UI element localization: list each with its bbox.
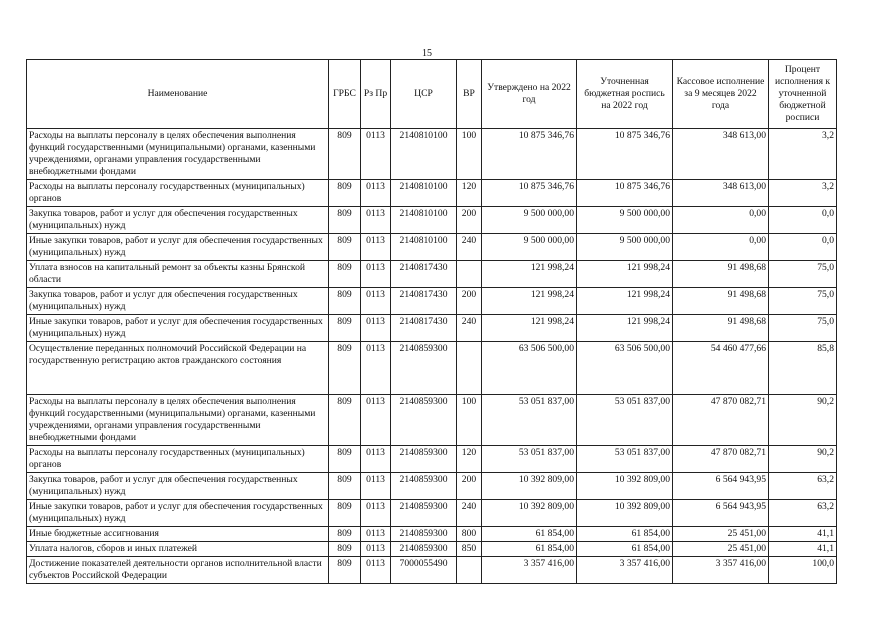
table-row bbox=[27, 542, 837, 557]
cell-name: Иные закупки товаров, работ и услуг для обеспечения государственных (муниципальных) нужд bbox=[27, 500, 329, 527]
cell-approved: 121 998,24 bbox=[482, 315, 577, 342]
cell-refined: 61 854,00 bbox=[577, 542, 673, 557]
header-name: Наименование bbox=[27, 60, 329, 129]
cell-refined: 10 392 809,00 bbox=[577, 473, 673, 500]
cell-approved: 10 875 346,76 bbox=[482, 129, 577, 180]
cell-csr: 2140810100 bbox=[391, 234, 457, 261]
cell-refined: 121 998,24 bbox=[577, 261, 673, 288]
cell-refined: 10 392 809,00 bbox=[577, 500, 673, 527]
header-rzpr: Рз Пр bbox=[361, 60, 391, 129]
cell-csr: 2140859300 bbox=[391, 527, 457, 542]
cell-approved: 10 392 809,00 bbox=[482, 473, 577, 500]
cell-rzpr: 0113 bbox=[361, 557, 391, 584]
cell-name: Расходы на выплаты персоналу государственных (муниципальных) органов bbox=[27, 180, 329, 207]
cell-csr: 2140817430 bbox=[391, 315, 457, 342]
cell-cash: 91 498,68 bbox=[673, 315, 769, 342]
table-row bbox=[27, 180, 837, 207]
cell-approved: 10 392 809,00 bbox=[482, 500, 577, 527]
cell-refined: 121 998,24 bbox=[577, 315, 673, 342]
cell-approved: 61 854,00 bbox=[482, 542, 577, 557]
cell-vr: 800 bbox=[457, 527, 482, 542]
cell-name: Расходы на выплаты персоналу государственных (муниципальных) органов bbox=[27, 446, 329, 473]
cell-percent: 41,1 bbox=[769, 542, 837, 557]
cell-grbs: 809 bbox=[329, 129, 361, 180]
cell-refined: 3 357 416,00 bbox=[577, 557, 673, 584]
cell-grbs: 809 bbox=[329, 527, 361, 542]
cell-percent: 3,2 bbox=[769, 129, 837, 180]
cell-csr: 2140859300 bbox=[391, 395, 457, 446]
cell-percent: 100,0 bbox=[769, 557, 837, 584]
cell-cash: 0,00 bbox=[673, 234, 769, 261]
cell-percent: 75,0 bbox=[769, 261, 837, 288]
cell-vr: 100 bbox=[457, 129, 482, 180]
cell-grbs: 809 bbox=[329, 473, 361, 500]
table-row bbox=[27, 557, 837, 584]
cell-percent: 41,1 bbox=[769, 527, 837, 542]
cell-percent: 0,0 bbox=[769, 234, 837, 261]
cell-name: Расходы на выплаты персоналу в целях обеспечения выполнения функций государственными (муниципальными) органами, казенными учреждениями, органами управления государственными внебюджетными фондами bbox=[27, 129, 329, 180]
cell-csr: 2140859300 bbox=[391, 446, 457, 473]
cell-name: Иные бюджетные ассигнования bbox=[27, 527, 329, 542]
cell-vr: 850 bbox=[457, 542, 482, 557]
cell-rzpr: 0113 bbox=[361, 500, 391, 527]
cell-percent: 63,2 bbox=[769, 500, 837, 527]
cell-refined: 61 854,00 bbox=[577, 527, 673, 542]
cell-vr: 120 bbox=[457, 446, 482, 473]
cell-grbs: 809 bbox=[329, 557, 361, 584]
cell-grbs: 809 bbox=[329, 395, 361, 446]
cell-cash: 25 451,00 bbox=[673, 527, 769, 542]
cell-csr: 2140817430 bbox=[391, 261, 457, 288]
cell-rzpr: 0113 bbox=[361, 395, 391, 446]
cell-cash: 47 870 082,71 bbox=[673, 395, 769, 446]
cell-grbs: 809 bbox=[329, 288, 361, 315]
cell-csr: 2140810100 bbox=[391, 207, 457, 234]
cell-cash: 47 870 082,71 bbox=[673, 446, 769, 473]
cell-approved: 53 051 837,00 bbox=[482, 446, 577, 473]
cell-percent: 90,2 bbox=[769, 395, 837, 446]
cell-grbs: 809 bbox=[329, 261, 361, 288]
cell-csr: 2140859300 bbox=[391, 473, 457, 500]
cell-vr: 240 bbox=[457, 500, 482, 527]
cell-name: Иные закупки товаров, работ и услуг для обеспечения государственных (муниципальных) нужд bbox=[27, 315, 329, 342]
budget-table bbox=[26, 59, 837, 584]
cell-approved: 9 500 000,00 bbox=[482, 234, 577, 261]
cell-name: Уплата взносов на капитальный ремонт за объекты казны Брянской области bbox=[27, 261, 329, 288]
cell-percent: 90,2 bbox=[769, 446, 837, 473]
cell-approved: 10 875 346,76 bbox=[482, 180, 577, 207]
cell-rzpr: 0113 bbox=[361, 234, 391, 261]
cell-name: Закупка товаров, работ и услуг для обеспечения государственных (муниципальных) нужд bbox=[27, 288, 329, 315]
cell-name: Осуществление переданных полномочий Российской Федерации на государственную регистрацию актов гражданского состояния bbox=[27, 342, 329, 395]
cell-grbs: 809 bbox=[329, 500, 361, 527]
table-row bbox=[27, 473, 837, 500]
cell-approved: 53 051 837,00 bbox=[482, 395, 577, 446]
cell-vr: 100 bbox=[457, 395, 482, 446]
cell-approved: 63 506 500,00 bbox=[482, 342, 577, 395]
cell-name: Закупка товаров, работ и услуг для обеспечения государственных (муниципальных) нужд bbox=[27, 473, 329, 500]
cell-vr: 240 bbox=[457, 315, 482, 342]
table-row bbox=[27, 527, 837, 542]
cell-csr: 7000055490 bbox=[391, 557, 457, 584]
cell-cash: 25 451,00 bbox=[673, 542, 769, 557]
table-row bbox=[27, 234, 837, 261]
table-row bbox=[27, 288, 837, 315]
table-row bbox=[27, 395, 837, 446]
page-number: 15 bbox=[422, 48, 432, 59]
cell-vr: 240 bbox=[457, 234, 482, 261]
cell-approved: 9 500 000,00 bbox=[482, 207, 577, 234]
cell-grbs: 809 bbox=[329, 234, 361, 261]
cell-rzpr: 0113 bbox=[361, 473, 391, 500]
cell-cash: 54 460 477,66 bbox=[673, 342, 769, 395]
cell-rzpr: 0113 bbox=[361, 315, 391, 342]
cell-grbs: 809 bbox=[329, 315, 361, 342]
cell-rzpr: 0113 bbox=[361, 527, 391, 542]
cell-vr: 120 bbox=[457, 180, 482, 207]
cell-vr: 200 bbox=[457, 473, 482, 500]
cell-approved: 61 854,00 bbox=[482, 527, 577, 542]
cell-cash: 348 613,00 bbox=[673, 180, 769, 207]
cell-refined: 121 998,24 bbox=[577, 288, 673, 315]
cell-cash: 3 357 416,00 bbox=[673, 557, 769, 584]
cell-approved: 3 357 416,00 bbox=[482, 557, 577, 584]
cell-name: Достижение показателей деятельности органов исполнительной власти субъектов Российской Федерации bbox=[27, 557, 329, 584]
cell-refined: 63 506 500,00 bbox=[577, 342, 673, 395]
cell-vr bbox=[457, 557, 482, 584]
cell-name: Закупка товаров, работ и услуг для обеспечения государственных (муниципальных) нужд bbox=[27, 207, 329, 234]
header-cash: Кассовое исполнение за 9 месяцев 2022 года bbox=[673, 60, 769, 129]
cell-refined: 9 500 000,00 bbox=[577, 234, 673, 261]
cell-name: Расходы на выплаты персоналу в целях обеспечения выполнения функций государственными (муниципальными) органами, казенными учреждениями, органами управления государственными внебюджетными фондами bbox=[27, 395, 329, 446]
cell-percent: 63,2 bbox=[769, 473, 837, 500]
cell-csr: 2140810100 bbox=[391, 180, 457, 207]
cell-cash: 91 498,68 bbox=[673, 288, 769, 315]
cell-refined: 53 051 837,00 bbox=[577, 395, 673, 446]
header-csr: ЦСР bbox=[391, 60, 457, 129]
cell-refined: 9 500 000,00 bbox=[577, 207, 673, 234]
table-row bbox=[27, 261, 837, 288]
table-row bbox=[27, 446, 837, 473]
cell-csr: 2140859300 bbox=[391, 500, 457, 527]
cell-approved: 121 998,24 bbox=[482, 288, 577, 315]
cell-refined: 53 051 837,00 bbox=[577, 446, 673, 473]
cell-percent: 75,0 bbox=[769, 288, 837, 315]
cell-vr: 200 bbox=[457, 288, 482, 315]
cell-grbs: 809 bbox=[329, 207, 361, 234]
cell-grbs: 809 bbox=[329, 342, 361, 395]
header-grbs: ГРБС bbox=[329, 60, 361, 129]
table-row bbox=[27, 315, 837, 342]
cell-percent: 0,0 bbox=[769, 207, 837, 234]
cell-refined: 10 875 346,76 bbox=[577, 180, 673, 207]
cell-rzpr: 0113 bbox=[361, 446, 391, 473]
header-percent: Процент исполнения к уточненной бюджетной росписи bbox=[769, 60, 837, 129]
cell-cash: 91 498,68 bbox=[673, 261, 769, 288]
table-row bbox=[27, 207, 837, 234]
cell-name: Иные закупки товаров, работ и услуг для обеспечения государственных (муниципальных) нужд bbox=[27, 234, 329, 261]
cell-grbs: 809 bbox=[329, 542, 361, 557]
cell-grbs: 809 bbox=[329, 180, 361, 207]
cell-vr: 200 bbox=[457, 207, 482, 234]
cell-csr: 2140859300 bbox=[391, 342, 457, 395]
table-body bbox=[27, 129, 837, 584]
cell-rzpr: 0113 bbox=[361, 129, 391, 180]
header-refined: Уточненная бюджетная роспись на 2022 год bbox=[577, 60, 673, 129]
cell-csr: 2140859300 bbox=[391, 542, 457, 557]
header-vr: ВР bbox=[457, 60, 482, 129]
cell-rzpr: 0113 bbox=[361, 207, 391, 234]
cell-rzpr: 0113 bbox=[361, 342, 391, 395]
cell-rzpr: 0113 bbox=[361, 180, 391, 207]
cell-csr: 2140817430 bbox=[391, 288, 457, 315]
cell-cash: 6 564 943,95 bbox=[673, 500, 769, 527]
cell-name: Уплата налогов, сборов и иных платежей bbox=[27, 542, 329, 557]
cell-rzpr: 0113 bbox=[361, 288, 391, 315]
table-row bbox=[27, 342, 837, 395]
cell-refined: 10 875 346,76 bbox=[577, 129, 673, 180]
cell-rzpr: 0113 bbox=[361, 261, 391, 288]
cell-vr bbox=[457, 342, 482, 395]
cell-percent: 75,0 bbox=[769, 315, 837, 342]
header-row bbox=[27, 60, 837, 129]
cell-cash: 6 564 943,95 bbox=[673, 473, 769, 500]
cell-vr bbox=[457, 261, 482, 288]
cell-cash: 0,00 bbox=[673, 207, 769, 234]
cell-csr: 2140810100 bbox=[391, 129, 457, 180]
table-row bbox=[27, 500, 837, 527]
cell-percent: 85,8 bbox=[769, 342, 837, 395]
table-row bbox=[27, 129, 837, 180]
cell-grbs: 809 bbox=[329, 446, 361, 473]
header-approved: Утверждено на 2022 год bbox=[482, 60, 577, 129]
cell-approved: 121 998,24 bbox=[482, 261, 577, 288]
cell-cash: 348 613,00 bbox=[673, 129, 769, 180]
cell-percent: 3,2 bbox=[769, 180, 837, 207]
cell-rzpr: 0113 bbox=[361, 542, 391, 557]
